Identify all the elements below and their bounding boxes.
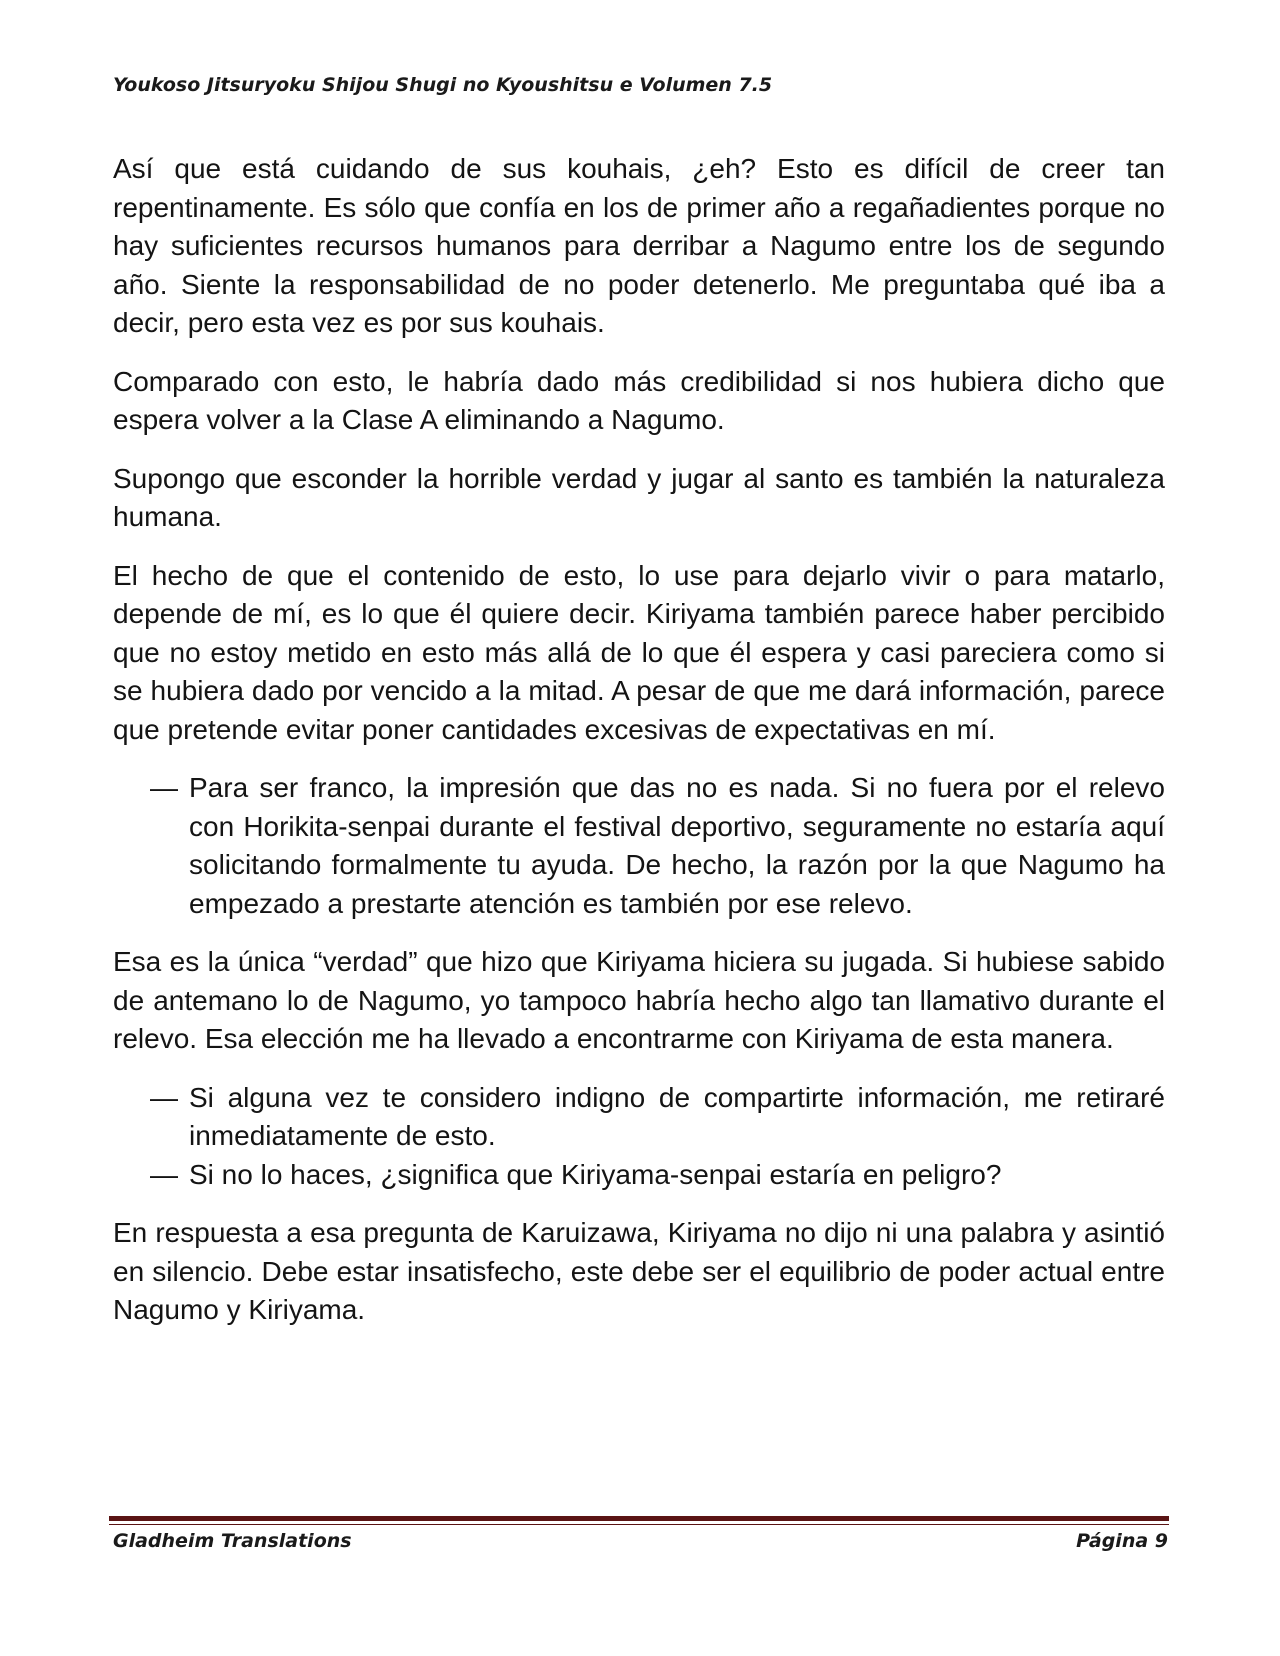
footer-rule-thin (109, 1524, 1169, 1525)
paragraph: El hecho de que el contenido de esto, lo use para dejarlo vivir o para matarlo, depende de mí, es lo que él quiere decir. Kiriyama también parece haber percibido que no estoy metido en esto más allá de lo que él espera y casi pareciera como si se hubiera dado por vencido a la mitad. A pesar de que me dará información, parece que pretende evitar poner cantidades excesivas de expectativas en mí. (113, 559, 1165, 745)
footer-credit: Gladheim Translations (113, 1530, 352, 1552)
paragraph: En respuesta a esa pregunta de Karuizawa, Kiriyama no dijo ni una palabra y asintió en silencio. Debe estar insatisfecho, este debe ser el equilibrio de poder actual entre Nagumo y Kiriyama. (113, 1217, 1165, 1325)
footer-rule-thick (109, 1516, 1169, 1521)
dialogue-line (113, 1156, 1165, 1195)
paragraph: Supongo que esconder la horrible verdad y jugar al santo es también la naturaleza humana. (113, 462, 1165, 532)
dialogue-text: Si alguna vez te considero indigno de compartirte información, me retiraré inmediatamente de esto. (189, 1081, 1165, 1151)
page-number: Página 9 (1076, 1530, 1168, 1552)
paragraph: Esa es la única “verdad” que hizo que Kiriyama hiciera su jugada. Si hubiese sabido de antemano lo de Nagumo, yo tampoco habría hecho algo tan llamativo durante el relevo. Esa elección me ha llevado a encontrarme con Kiriyama de esta manera. (113, 946, 1165, 1054)
document-body (113, 150, 1165, 1350)
dialogue-line (113, 1079, 1165, 1156)
dialogue-dash: — (150, 772, 178, 803)
dialogue-line (113, 769, 1165, 923)
footer-rule (109, 1516, 1169, 1525)
dialogue-group (113, 769, 1165, 923)
dialogue-dash: — (150, 1158, 178, 1190)
dialogue-text: Si no lo haces, ¿significa que Kiriyama-senpai estaría en peligro? (189, 1158, 1002, 1190)
dialogue-text: Para ser franco, la impresión que das no es nada. Si no fuera por el relevo con Horikita-senpai durante el festival deportivo, seguramente no estaría aquí solicitando formalmente tu ayuda. De hecho, la razón por la que Nagumo ha empezado a prestarte atención es también por ese relevo. (189, 772, 1165, 919)
paragraph: Comparado con esto, le habría dado más credibilidad si nos hubiera dicho que espera volver a la Clase A eliminando a Nagumo. (113, 365, 1165, 435)
paragraph: Así que está cuidando de sus kouhais, ¿eh? Esto es difícil de creer tan repentinamente. Es sólo que confía en los de primer año a regañadientes porque no hay suficientes recursos humanos para derribar a Nagumo entre los de segundo año. Siente la responsabilidad de no poder detenerlo. Me preguntaba qué iba a decir, pero esta vez es por sus kouhais. (113, 153, 1165, 338)
dialogue-group (113, 1079, 1165, 1195)
dialogue-dash: — (150, 1081, 178, 1113)
running-header: Youkoso Jitsuryoku Shijou Shugi no Kyoushitsu e Volumen 7.5 (113, 74, 773, 96)
